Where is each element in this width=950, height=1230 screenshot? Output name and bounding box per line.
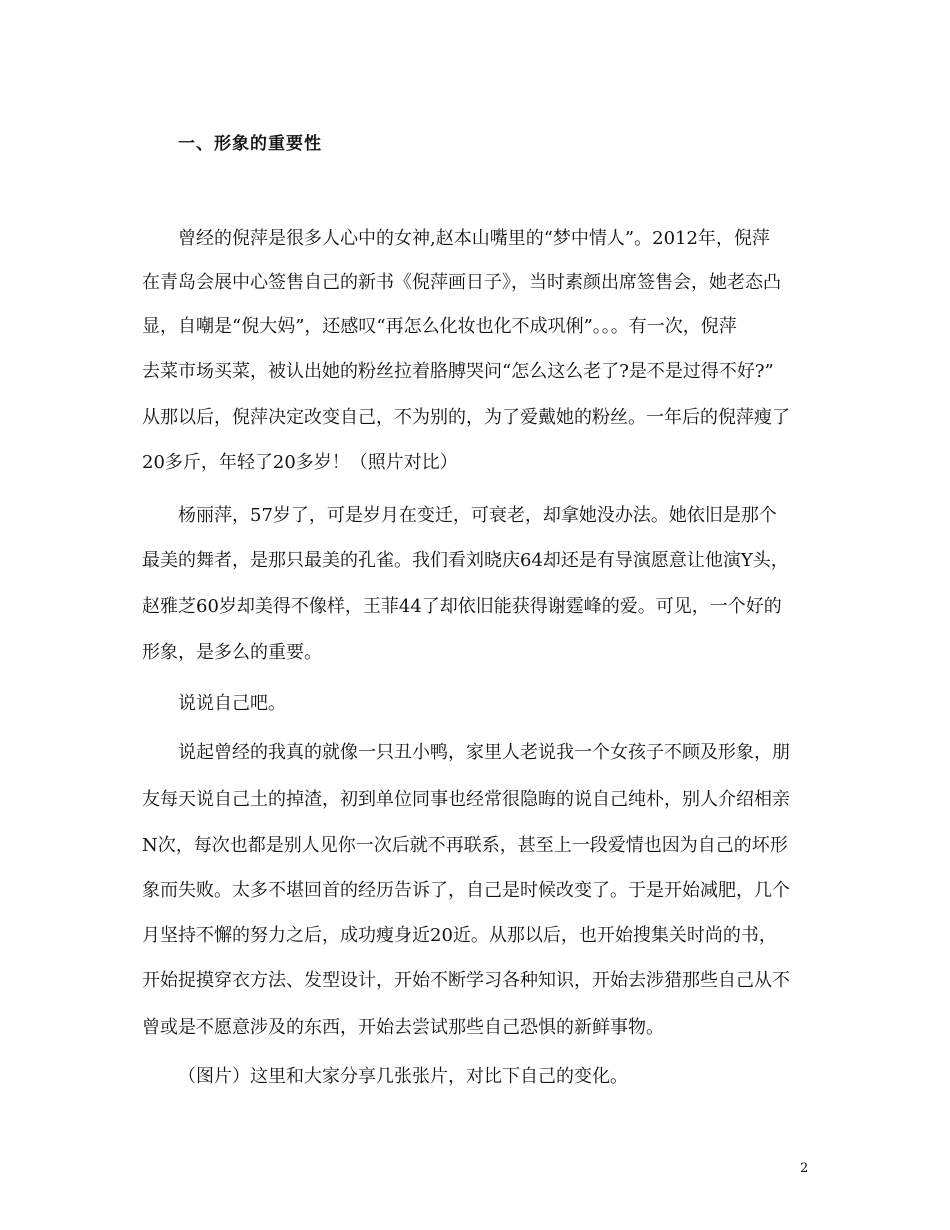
paragraph-line: 赵雅芝60岁却美得不像样，王菲44了却依旧能获得谢霆峰的爱。可见，一个好的: [142, 596, 782, 617]
paragraph-line: （图片）这里和大家分享几张张片，对比下自己的变化。: [178, 1066, 628, 1087]
paragraph-line: 月坚持不懈的努力之后，成功瘦身近20近。从那以后，也开始搜集关时尚的书，: [142, 925, 777, 946]
section-heading: 一、形象的重要性: [178, 134, 322, 154]
paragraph-line: 在青岛会展中心签售自己的新书《倪萍画日子》，当时素颜出席签售会，她老态凸: [142, 272, 781, 293]
paragraph-line: N次，每次也都是别人见你一次后就不再联系，甚至上一段爱情也因为自己的坏形: [142, 835, 788, 856]
paragraph-line: 20多斤，年轻了20多岁！（照片对比）: [142, 452, 458, 473]
paragraph-line: 曾或是不愿意涉及的东西，开始去尝试那些自己恐惧的新鲜事物。: [142, 1017, 664, 1038]
paragraph-line: 说说自己吧。: [178, 693, 286, 714]
paragraph-line: 开始捉摸穿衣方法、发型设计，开始不断学习各种知识，开始去涉猎那些自己从不: [142, 970, 790, 991]
paragraph-line: 说起曾经的我真的就像一只丑小鸭，家里人老说我一个女孩子不顾及形象，朋: [178, 742, 790, 763]
paragraph-line: 显，自嘲是“倪大妈”，还感叹“再怎么化妆也化不成巩俐”。。。有一次，倪萍: [142, 316, 737, 337]
paragraph-line: 最美的舞者，是那只最美的孔雀。我们看刘晓庆64却还是有导演愿意让他演Y头，: [142, 550, 789, 571]
paragraph-line: 杨丽萍，57岁了，可是岁月在变迁，可衰老，却拿她没办法。她依旧是那个: [178, 505, 777, 526]
paragraph-line: 从那以后，倪萍决定改变自己，不为别的，为了爱戴她的粉丝。一年后的倪萍瘦了: [142, 407, 790, 428]
paragraph-line: 去菜市场买菜，被认出她的粉丝拉着胳膊哭问“怎么这么老了?是不是过得不好?”: [142, 361, 774, 382]
paragraph-line: 友每天说自己土的掉渣，初到单位同事也经常很隐晦的说自己纯朴，别人介绍相亲: [142, 789, 790, 810]
paragraph-line: 曾经的倪萍是很多人心中的女神,赵本山嘴里的“梦中情人”。2012年，倪萍: [178, 228, 770, 249]
paragraph-line: 形象，是多么的重要。: [142, 642, 322, 663]
paragraph-line: 象而失败。太多不堪回首的经历告诉了，自己是时候改变了。于是开始减肥，几个: [142, 880, 790, 901]
page-number: 2: [800, 1161, 809, 1176]
